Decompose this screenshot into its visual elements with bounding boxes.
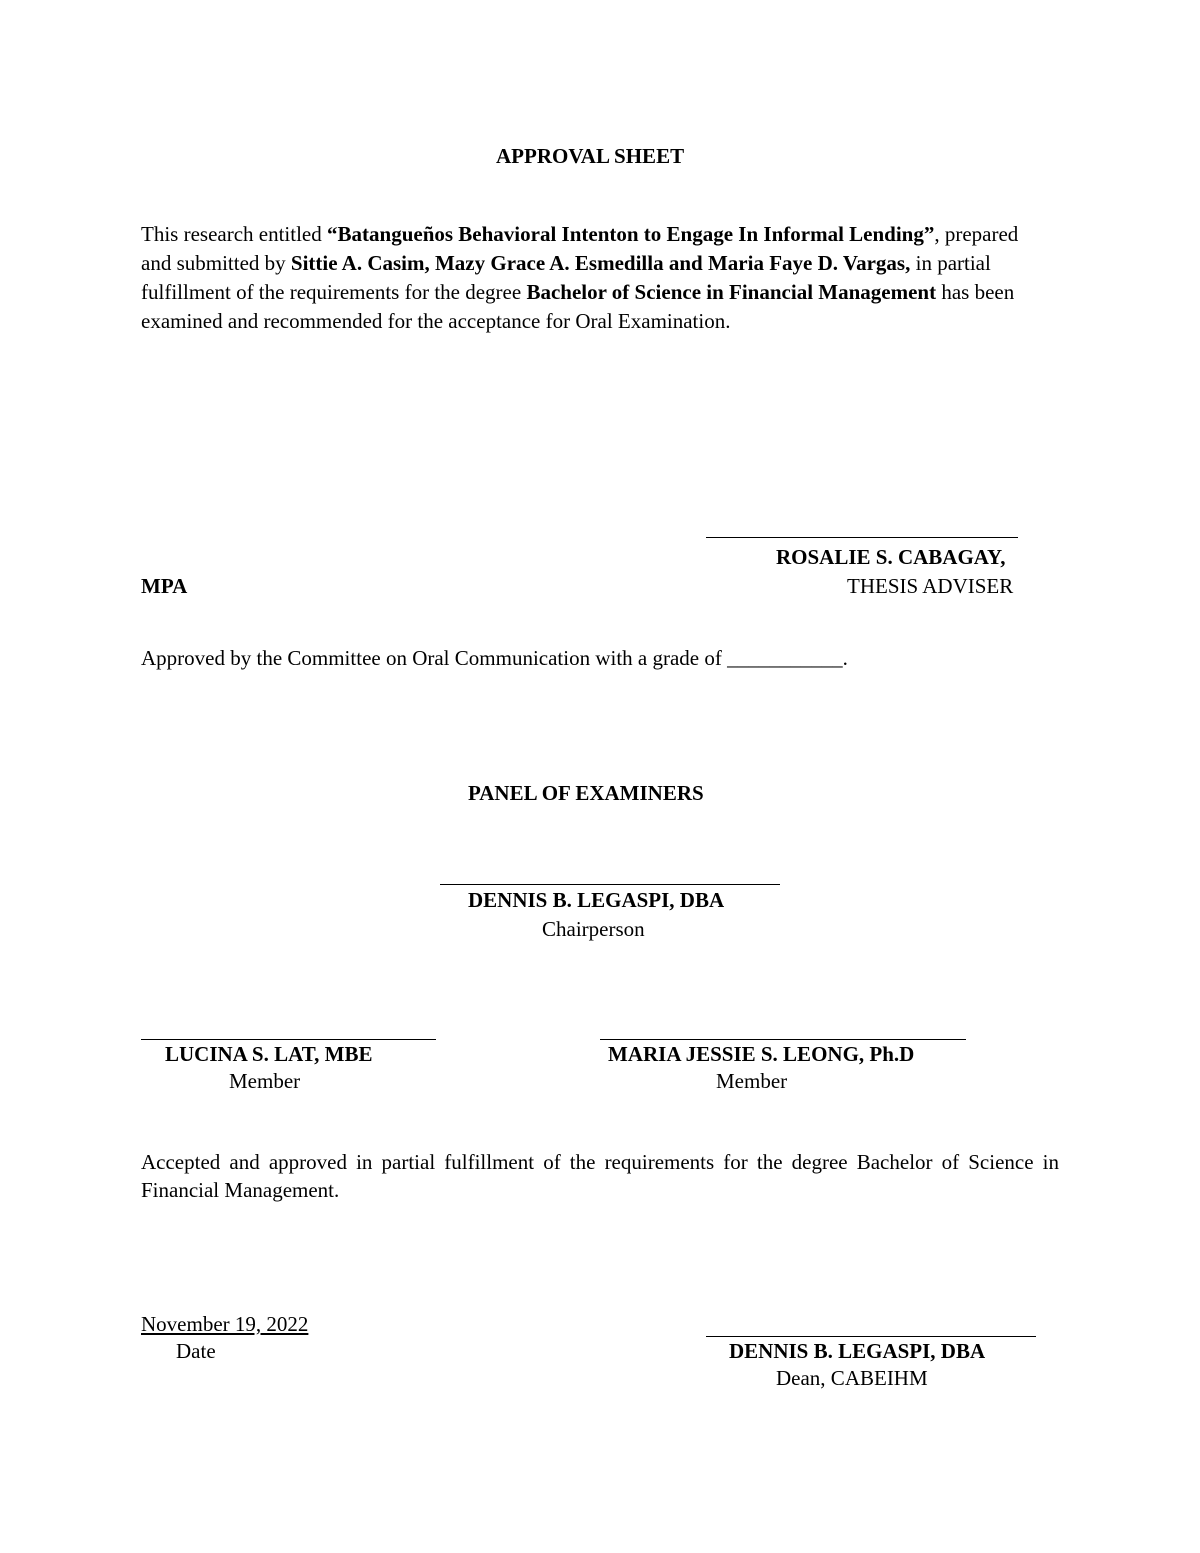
approval-end: . [842, 646, 848, 670]
member-1-signature-line [141, 1039, 436, 1040]
degree-name: Bachelor of Science in Financial Management [526, 280, 937, 304]
chair-role: Chairperson [542, 917, 645, 941]
chair-signature-line [440, 884, 780, 885]
approval-line [141, 646, 848, 671]
member-2-signature-line [600, 1039, 966, 1040]
intro-text-1: This research entitled [141, 222, 328, 246]
member-2-role: Member [716, 1069, 788, 1093]
intro-text-3: in partial fulfillment of the requirements for the degree [141, 251, 991, 304]
adviser-role: THESIS ADVISER [847, 574, 1014, 598]
chair-name: DENNIS B. LEGASPI, DBA [468, 888, 725, 912]
adviser-suffix: MPA [141, 574, 188, 598]
research-title: “Batangueños Behavioral Intenton to Engage In Informal Lending” [327, 222, 935, 246]
intro-paragraph [141, 220, 1041, 336]
authors: Sittie A. Casim, Mazy Grace A. Esmedilla and Maria Faye D. Vargas, [290, 251, 911, 275]
member-1-name: LUCINA S. LAT, MBE [165, 1042, 373, 1066]
accepted-paragraph: Accepted and approved in partial fulfillment of the requirements for the degree Bachelor of Science in Financial Management. [141, 1150, 1059, 1202]
member-2-name: MARIA JESSIE S. LEONG, Ph.D [608, 1042, 915, 1066]
panel-heading: PANEL OF EXAMINERS [468, 781, 704, 805]
adviser-name: ROSALIE S. CABAGAY, [776, 545, 1006, 569]
grade-blank: ___________ [727, 646, 843, 670]
approval-text: Approved by the Committee on Oral Communication with a grade of [141, 646, 728, 670]
dean-role: Dean, CABEIHM [776, 1366, 928, 1390]
adviser-signature-line [706, 537, 1018, 538]
date-label: Date [176, 1339, 216, 1363]
member-1-role: Member [229, 1069, 301, 1093]
intro-text-2: , prepared and submitted by [141, 222, 1019, 275]
dean-name: DENNIS B. LEGASPI, DBA [729, 1339, 986, 1363]
dean-signature-line [706, 1336, 1036, 1337]
intro-text-4: has been examined and recommended for the acceptance for Oral Examination. [141, 280, 1015, 333]
page-title: APPROVAL SHEET [496, 144, 685, 168]
date-value: November 19, 2022 [141, 1312, 309, 1336]
